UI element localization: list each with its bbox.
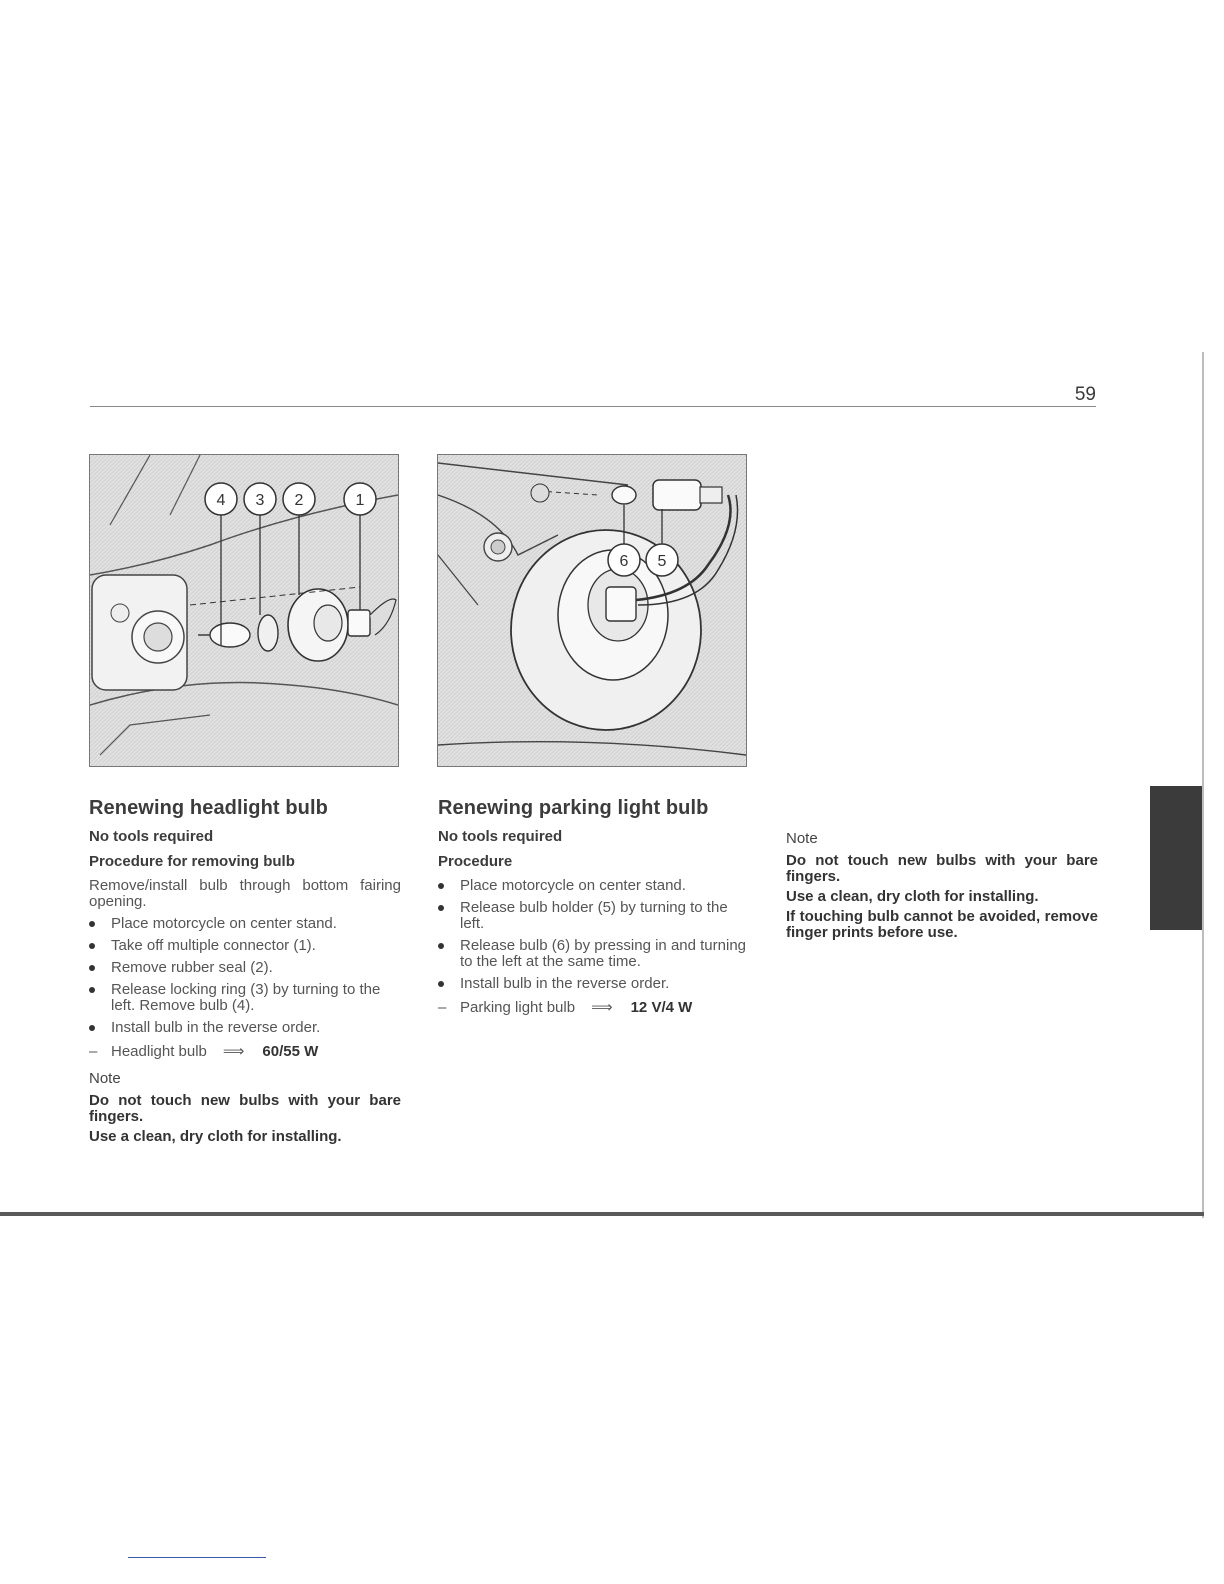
- bullet-icon: [438, 883, 444, 889]
- page-edge: [1202, 352, 1204, 1218]
- bullet-icon: [438, 981, 444, 987]
- list-item: Install bulb in the reverse order.: [438, 976, 750, 992]
- list-item: Remove rubber seal (2).: [89, 960, 401, 976]
- svg-text:6: 6: [619, 553, 629, 570]
- parking-light-bulb-illustration: [437, 454, 747, 767]
- side-note: [786, 826, 1098, 945]
- parking-spec-value: 12 V/4 W: [630, 999, 693, 1016]
- list-item: Place motorcycle on center stand.: [89, 916, 401, 932]
- headlight-intro: Remove/install bulb through bottom fairing opening.: [89, 877, 401, 910]
- callout-3: [244, 483, 276, 515]
- bullet-icon: [438, 905, 444, 911]
- svg-text:3: 3: [255, 492, 265, 509]
- list-item: Place motorcycle on center stand.: [438, 878, 750, 894]
- parking-spec: – Parking light bulb ⟹ 12 V/4 W: [438, 999, 693, 1016]
- headlight-title: Renewing headlight bulb: [89, 797, 328, 819]
- side-note-line: Use a clean, dry cloth for installing.: [786, 888, 1039, 905]
- list-item: Release locking ring (3) by turning to the left. Remove bulb (4).: [89, 982, 401, 1014]
- parking-title: Renewing parking light bulb: [438, 797, 709, 819]
- header-rule: [90, 406, 1096, 407]
- chapter-tab: [1150, 786, 1204, 930]
- svg-text:4: 4: [216, 492, 226, 509]
- side-note-heading: Note: [786, 830, 818, 847]
- parking-section: [438, 797, 750, 1026]
- callout-5: [646, 544, 678, 576]
- side-note-line: If touching bulb cannot be avoided, remove finger prints before use.: [786, 908, 1098, 941]
- parking-steps: [438, 878, 750, 992]
- svg-text:1: 1: [355, 492, 365, 509]
- parking-spec-label: Parking light bulb: [460, 999, 576, 1016]
- callout-4: [205, 483, 237, 515]
- headlight-note-line: Use a clean, dry cloth for installing.: [89, 1128, 342, 1145]
- bullet-icon: [89, 1025, 95, 1031]
- headlight-note-line: Do not touch new bulbs with your bare fingers.: [89, 1092, 401, 1125]
- headlight-tools: No tools required: [89, 828, 214, 845]
- headlight-note-heading: Note: [89, 1070, 121, 1087]
- list-item: Take off multiple connector (1).: [89, 938, 401, 954]
- bottom-rule: [0, 1212, 1204, 1216]
- parking-tools: No tools required: [438, 828, 563, 845]
- parking-procedure-heading: Procedure: [438, 853, 513, 870]
- side-note-line: Do not touch new bulbs with your bare fingers.: [786, 852, 1098, 885]
- list-item: Release bulb holder (5) by turning to the left.: [438, 900, 750, 932]
- svg-text:2: 2: [294, 492, 304, 509]
- headlight-steps: [89, 916, 401, 1036]
- callout-2: [283, 483, 315, 515]
- callout-6: [608, 544, 640, 576]
- callout-1: [344, 483, 376, 515]
- bullet-icon: [89, 965, 95, 971]
- headlight-spec-value: 60/55 W: [262, 1043, 319, 1060]
- bullet-icon: [438, 943, 444, 949]
- arrow-icon: ⟹: [591, 999, 613, 1016]
- headlight-spec: – Headlight bulb ⟹ 60/55 W: [89, 1043, 319, 1060]
- bullet-icon: [89, 987, 95, 993]
- list-item: Release bulb (6) by pressing in and turning to the left at the same time.: [438, 938, 750, 970]
- list-item: Install bulb in the reverse order.: [89, 1020, 401, 1036]
- svg-text:5: 5: [657, 553, 667, 570]
- headlight-bulb-illustration: [89, 454, 399, 767]
- arrow-icon: ⟹: [222, 1043, 245, 1060]
- headlight-spec-label: Headlight bulb: [111, 1043, 207, 1060]
- bullet-icon: [89, 943, 95, 949]
- headlight-section: [89, 797, 401, 1149]
- bullet-icon: [89, 921, 95, 927]
- page-number: 59: [1074, 384, 1096, 405]
- headlight-procedure-heading: Procedure for removing bulb: [89, 853, 295, 870]
- footer-line: [128, 1557, 266, 1558]
